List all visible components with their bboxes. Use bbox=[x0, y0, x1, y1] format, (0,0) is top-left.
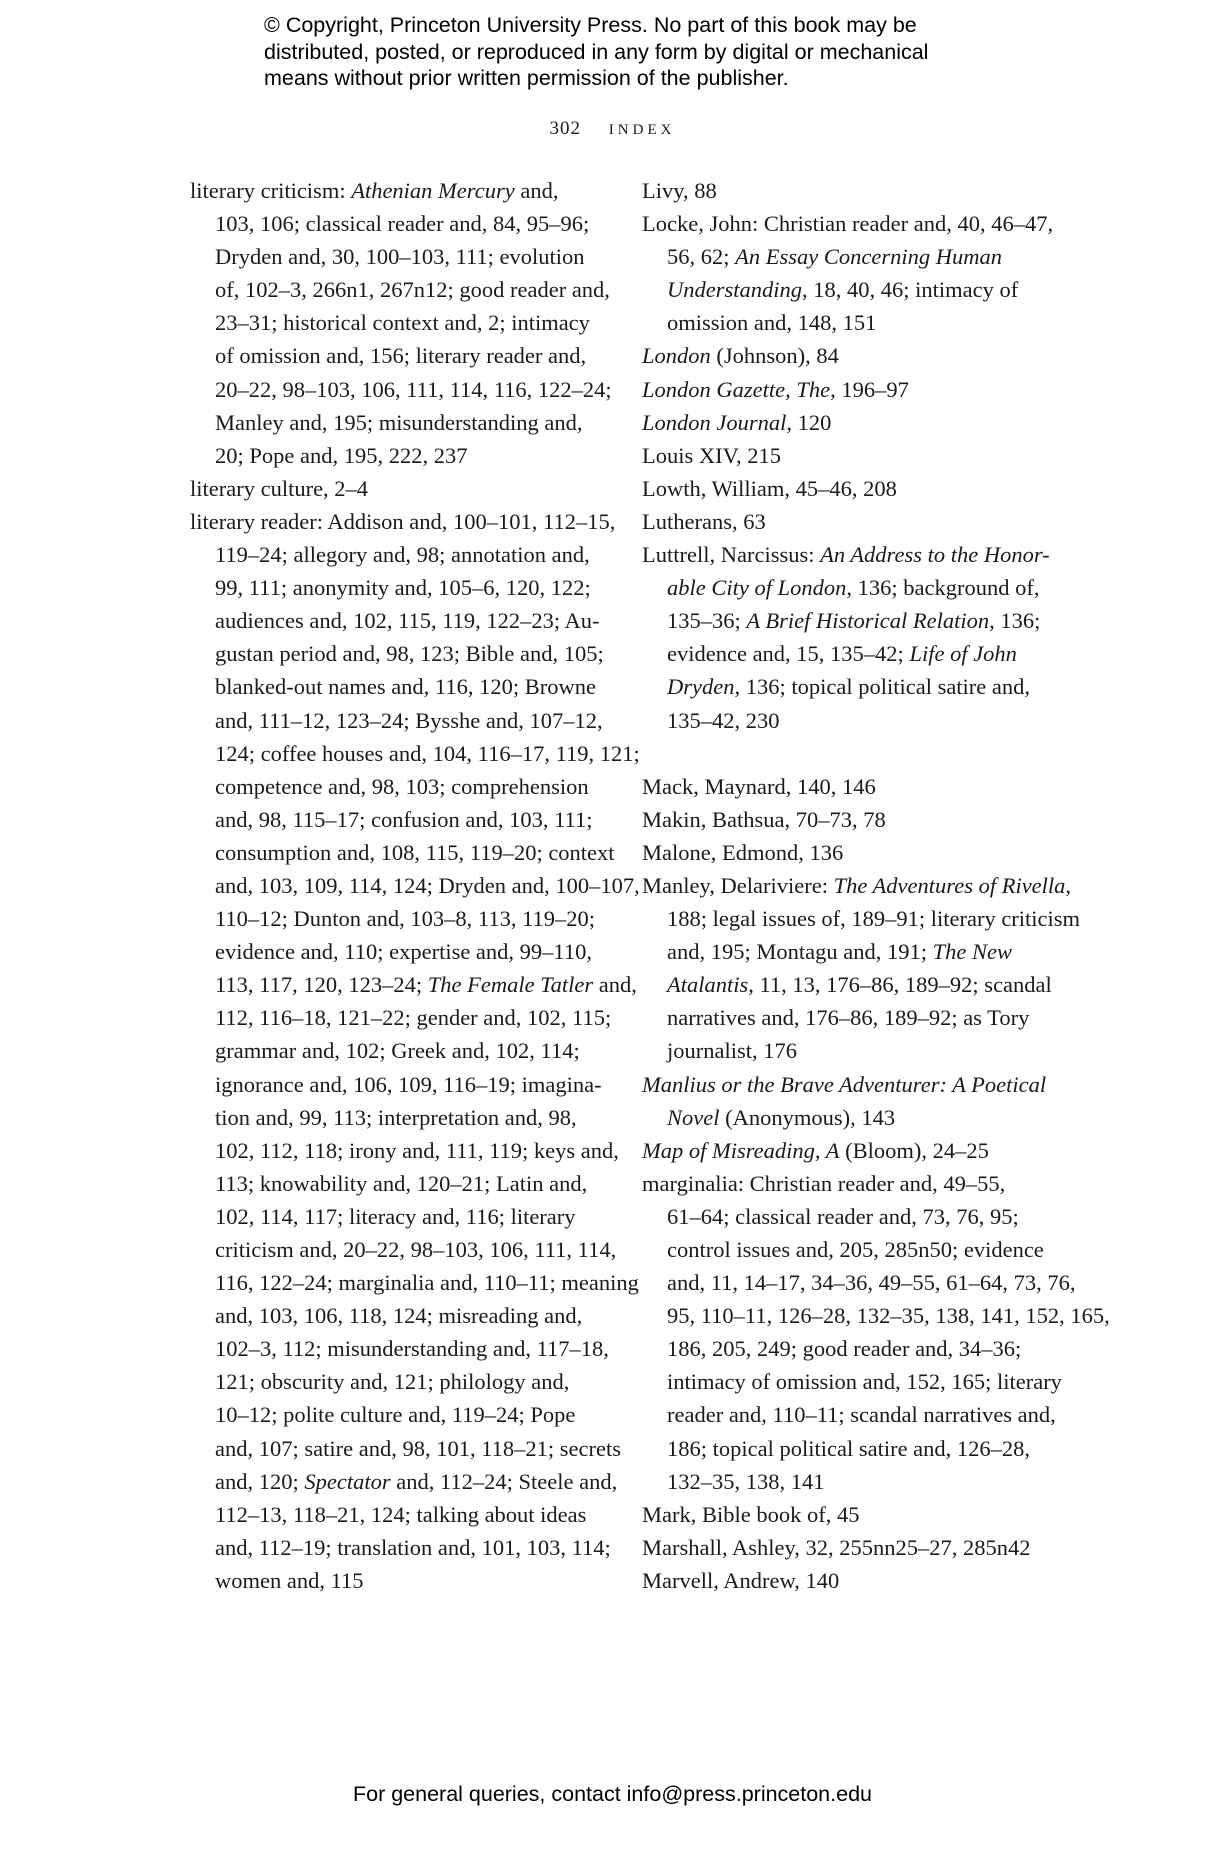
index-entry-line: Mack, Maynard, 140, 146 bbox=[642, 773, 876, 799]
index-entry-line: 121; obscurity and, 121; philology and, bbox=[215, 1369, 570, 1395]
index-entry bbox=[642, 1564, 1062, 1597]
italic-title: Life of John bbox=[909, 641, 1017, 667]
index-entry-line: and, 98, 115–17; confusion and, 103, 111; bbox=[215, 806, 593, 832]
copyright-line: distributed, posted, or reproduced in any form by digital or mechanical bbox=[264, 39, 929, 64]
index-entry-line: blanked-out names and, 116, 120; Browne bbox=[215, 674, 596, 700]
index-entry-line: control issues and, 205, 285n50; evidence bbox=[667, 1237, 1044, 1262]
index-entry-line: 186; topical political satire and, 126–28, bbox=[667, 1435, 1031, 1461]
index-entry-line: literary culture, 2–4 bbox=[190, 475, 369, 501]
index-entry-line: 99, 111; anonymity and, 105–6, 120, 122; bbox=[215, 575, 591, 601]
index-entry-line: 20–22, 98–103, 106, 111, 114, 116, 122–24; bbox=[215, 376, 612, 402]
index-entry-line: criticism and, 20–22, 98–103, 106, 111, 114, bbox=[215, 1237, 617, 1262]
index-entry bbox=[642, 1498, 1062, 1531]
index-entry bbox=[642, 406, 1062, 439]
index-entry-line: London Journal, 120 bbox=[642, 409, 832, 435]
index-entry-line: literary criticism: Athenian Mercury and, bbox=[190, 178, 559, 203]
index-entry-line: and, 112–19; translation and, 101, 103, 114; bbox=[215, 1534, 611, 1560]
italic-title: London Journal bbox=[642, 409, 787, 435]
copyright-notice bbox=[264, 12, 928, 92]
index-entry-line: audiences and, 102, 115, 119, 122–23; Au- bbox=[215, 608, 600, 634]
index-entry-line: Lowth, William, 45–46, 208 bbox=[642, 475, 897, 501]
index-entry-line: 112, 116–18, 121–22; gender and, 102, 115; bbox=[215, 1005, 612, 1031]
index-entry-line: Locke, John: Christian reader and, 40, 46–47, bbox=[642, 211, 1054, 237]
index-entry-line: narratives and, 176–86, 189–92; as Tory bbox=[667, 1005, 1030, 1031]
index-column-left bbox=[190, 174, 640, 1597]
page-number: 302 bbox=[549, 118, 582, 139]
copyright-line: © Copyright, Princeton University Press. No part of this book may be bbox=[264, 13, 917, 37]
italic-title: An Address to the Honor- bbox=[820, 542, 1050, 568]
index-entry-line: and, 195; Montagu and, 191; The New bbox=[667, 939, 1012, 965]
index-entry bbox=[190, 472, 600, 505]
index-entry-line: Understanding, 18, 40, 46; intimacy of bbox=[667, 277, 1019, 303]
index-entry-line: 113; knowability and, 120–21; Latin and, bbox=[215, 1170, 588, 1196]
italic-title: The Female Tatler bbox=[427, 972, 594, 998]
index-entry-line: women and, 115 bbox=[215, 1567, 364, 1593]
index-entry-line: consumption and, 108, 115, 119–20; context bbox=[215, 839, 615, 865]
index-entry bbox=[642, 373, 1062, 406]
index-entry-line: 102, 114, 117; literacy and, 116; literary bbox=[215, 1203, 576, 1229]
index-entry-line: Atalantis, 11, 13, 176–86, 189–92; scandal bbox=[667, 972, 1052, 998]
index-entry-line: 135–42, 230 bbox=[667, 707, 780, 733]
index-entry-line: 102, 112, 118; irony and, 111, 119; keys and, bbox=[215, 1137, 619, 1163]
index-entry-line: ignorance and, 106, 109, 116–19; imagina- bbox=[215, 1071, 602, 1097]
index-entry-line: Mark, Bible book of, 45 bbox=[642, 1501, 860, 1527]
italic-title: London Gazette, The bbox=[642, 376, 831, 402]
index-entry-line: Luttrell, Narcissus: An Address to the Honor- bbox=[642, 542, 1050, 568]
italic-title: Atalantis bbox=[667, 972, 749, 998]
italic-title: The Adventures of Rivella bbox=[833, 872, 1066, 898]
index-entry-line: 110–12; Dunton and, 103–8, 113, 119–20; bbox=[215, 906, 595, 932]
italic-title: Spectator bbox=[304, 1468, 391, 1494]
index-entry-line: 10–12; polite culture and, 119–24; Pope bbox=[215, 1402, 576, 1428]
index-entry-line: 119–24; allegory and, 98; annotation and, bbox=[215, 542, 590, 568]
index-entry-line: and, 107; satire and, 98, 101, 118–21; secrets bbox=[215, 1435, 621, 1461]
index-entry-line: of omission and, 156; literary reader and, bbox=[215, 343, 587, 369]
index-entry bbox=[642, 505, 1062, 538]
index-entry-line: 186, 205, 249; good reader and, 34–36; bbox=[667, 1336, 1022, 1362]
running-head bbox=[0, 114, 1225, 140]
index-entry-line: Manley, Delariviere: The Adventures of Rivella, bbox=[642, 872, 1072, 898]
index-entry-line: evidence and, 110; expertise and, 99–110, bbox=[215, 939, 592, 965]
index-entry-line bbox=[642, 1068, 1062, 1101]
index-entry bbox=[642, 1167, 1110, 1498]
italic-title: Novel bbox=[667, 1104, 720, 1130]
italic-title: Map of Misreading, A bbox=[642, 1137, 840, 1163]
index-entry-line: 188; legal issues of, 189–91; literary criticism bbox=[667, 906, 1081, 932]
italic-title: Manlius or the Brave Adventurer: A Poetical bbox=[642, 1071, 1047, 1097]
index-entry-line: Manley and, 195; misunderstanding and, bbox=[215, 409, 583, 435]
italic-title: The New bbox=[932, 939, 1012, 965]
index-entry-line: 112–13, 118–21, 124; talking about ideas bbox=[215, 1501, 587, 1527]
index-entry-line: 56, 62; An Essay Concerning Human bbox=[667, 244, 1002, 270]
index-entry bbox=[642, 803, 1062, 836]
index-entry-line: 20; Pope and, 195, 222, 237 bbox=[215, 442, 468, 468]
index-entry bbox=[642, 339, 1062, 372]
index-entry-line: Dryden and, 30, 100–103, 111; evolution bbox=[215, 244, 585, 270]
index-entry bbox=[642, 538, 1062, 737]
index-entry-line: 23–31; historical context and, 2; intimacy bbox=[215, 310, 590, 336]
index-entry-line: 103, 106; classical reader and, 84, 95–96; bbox=[215, 211, 590, 237]
italic-title: London bbox=[642, 343, 711, 369]
index-entry bbox=[642, 836, 1062, 869]
index-entry-line: London (Johnson), 84 bbox=[642, 343, 839, 369]
footer-contact: For general queries, contact info@press.princeton.edu bbox=[352, 1782, 872, 1806]
index-entry-line: literary reader: Addison and, 100–101, 112–15, bbox=[190, 508, 616, 534]
index-entry bbox=[642, 174, 1062, 207]
italic-title: Understanding bbox=[667, 277, 802, 303]
index-entry-line: Lutherans, 63 bbox=[642, 508, 766, 534]
italic-title: Dryden bbox=[667, 674, 735, 700]
index-entry bbox=[642, 1531, 1062, 1564]
index-entry bbox=[642, 770, 1062, 803]
italic-title: Athenian Mercury bbox=[351, 178, 515, 203]
index-entry-line: able City of London, 136; background of, bbox=[667, 575, 1040, 601]
index-entry-line: competence and, 98, 103; comprehension bbox=[215, 773, 589, 799]
index-entry-line: Marvell, Andrew, 140 bbox=[642, 1567, 840, 1593]
index-entry-line: and, 120; Spectator and, 112–24; Steele and, bbox=[215, 1468, 618, 1494]
index-entry bbox=[642, 1068, 1062, 1134]
index-entry-line: Map of Misreading, A (Bloom), 24–25 bbox=[642, 1137, 989, 1163]
copyright-line: means without prior written permission of the publisher. bbox=[264, 66, 789, 90]
index-entry-line: journalist, 176 bbox=[667, 1038, 797, 1064]
index-entry-line: 124; coffee houses and, 104, 116–17, 119, 121; bbox=[215, 740, 640, 766]
italic-title: able City of London bbox=[667, 575, 847, 601]
index-entry-line: marginalia: Christian reader and, 49–55, bbox=[642, 1170, 1006, 1196]
index-entry-line: 132–35, 138, 141 bbox=[667, 1468, 825, 1494]
index-entry bbox=[642, 439, 1062, 472]
index-entry-line: of, 102–3, 266n1, 267n12; good reader and, bbox=[215, 277, 610, 303]
index-entry bbox=[642, 207, 1062, 339]
index-entry-line: omission and, 148, 151 bbox=[667, 310, 877, 336]
index-entry-line: Malone, Edmond, 136 bbox=[642, 839, 844, 865]
index-entry-line: London Gazette, The, 196–97 bbox=[642, 376, 909, 402]
index-entry-line: 61–64; classical reader and, 73, 76, 95; bbox=[667, 1203, 1019, 1229]
italic-title: An Essay Concerning Human bbox=[735, 244, 1002, 270]
index-entry-line: gustan period and, 98, 123; Bible and, 105; bbox=[215, 641, 604, 667]
index-entry-line: intimacy of omission and, 152, 165; literary bbox=[667, 1369, 1062, 1395]
index-entry-line: and, 111–12, 123–24; Bysshe and, 107–12, bbox=[215, 707, 603, 733]
index-entry-line: grammar and, 102; Greek and, 102, 114; bbox=[215, 1038, 580, 1064]
index-entry bbox=[642, 1134, 1062, 1167]
index-entry-line: Marshall, Ashley, 32, 255nn25–27, 285n42 bbox=[642, 1534, 1031, 1560]
italic-title: A Brief Historical Relation bbox=[746, 608, 990, 634]
index-entry bbox=[642, 869, 1081, 1068]
index-entry-line: 102–3, 112; misunderstanding and, 117–18, bbox=[215, 1336, 609, 1362]
index-entry-line: 135–36; A Brief Historical Relation, 136; bbox=[667, 608, 1041, 634]
index-entry-line: Dryden, 136; topical political satire and, bbox=[667, 674, 1031, 700]
index-entry-line: and, 103, 109, 114, 124; Dryden and, 100–107, bbox=[215, 872, 640, 898]
index-entry-line: 113, 117, 120, 123–24; The Female Tatler and, bbox=[215, 972, 637, 998]
index-entry bbox=[190, 505, 640, 1597]
index-entry-line: and, 103, 106, 118, 124; misreading and, bbox=[215, 1303, 583, 1329]
index-entry bbox=[642, 737, 1062, 770]
index-entry-line: evidence and, 15, 135–42; Life of John bbox=[667, 641, 1017, 667]
index-entry-line: 116, 122–24; marginalia and, 110–11; meaning bbox=[215, 1270, 639, 1296]
index-entry-line: 95, 110–11, 126–28, 132–35, 138, 141, 152, 165, bbox=[667, 1303, 1110, 1329]
index-entry-line: Makin, Bathsua, 70–73, 78 bbox=[642, 806, 886, 832]
index-entry-line: Livy, 88 bbox=[642, 178, 717, 203]
index-entry-line: and, 11, 14–17, 34–36, 49–55, 61–64, 73, 76, bbox=[667, 1270, 1076, 1296]
index-entry bbox=[190, 174, 612, 472]
index-entry-line: reader and, 110–11; scandal narratives and, bbox=[667, 1402, 1056, 1428]
index-entry-line: tion and, 99, 113; interpretation and, 98, bbox=[215, 1104, 577, 1130]
running-head-title: index bbox=[608, 114, 676, 139]
index-entry-line: Novel (Anonymous), 143 bbox=[667, 1104, 896, 1130]
index-entry bbox=[642, 472, 1062, 505]
index-entry-line: Louis XIV, 215 bbox=[642, 442, 781, 468]
index-column-right bbox=[642, 174, 1110, 1597]
